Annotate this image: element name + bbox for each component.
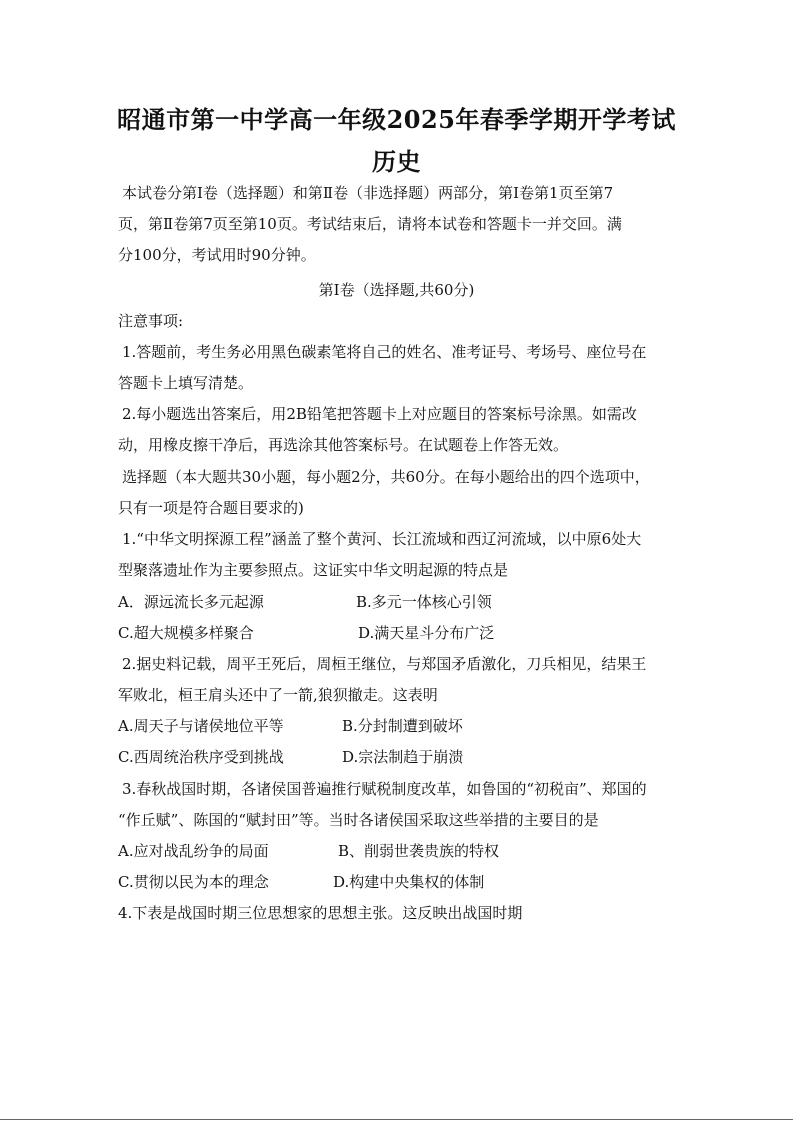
q3-option-a <box>118 841 688 861</box>
q3-option-c-text: C.贯彻以民为本的理念 <box>118 873 269 891</box>
intro-line-2: 页，第Ⅱ卷第7页至第10页。考试结束后，请将本试卷和答题卡一并交回。满 <box>118 215 622 233</box>
q1-option-c <box>118 623 688 643</box>
q3-option-a-text: A.应对战乱纷争的局面 <box>118 842 269 860</box>
q1-option-c-text: C.超大规模多样聚合 <box>118 624 254 642</box>
note-1-line-1: 1.答题前，考生务必用黑色碳素笔将自己的姓名、准考证号、考场号、座位号在 <box>122 343 647 361</box>
q1-option-d: D.满天星斗分布广泛 <box>358 624 495 642</box>
notes-heading: 注意事项: <box>118 312 184 330</box>
intro-line-3: 分100分，考试用时90分钟。 <box>118 246 316 264</box>
q1-stem-line-2: 型聚落遗址作为主要参照点。这证实中华文明起源的特点是 <box>118 561 509 579</box>
exam-title: 昭通市第一中学高一年级2025年春季学期开学考试 <box>117 105 676 134</box>
note-1-line-2: 答题卡上填写清楚。 <box>118 374 254 392</box>
intro-line-1: 本试卷分第Ⅰ卷（选择题）和第Ⅱ卷（非选择题）两部分，第Ⅰ卷第1页至第7 <box>122 184 614 202</box>
q2-option-b: B.分封制遭到破坏 <box>342 717 463 735</box>
q3-option-c <box>118 872 688 892</box>
note-2-line-1: 2.每小题选出答案后，用2B铅笔把答题卡上对应题目的答案标号涂黑。如需改 <box>122 405 637 423</box>
q3-stem-line-2: “作丘赋”、陈国的“赋封田”等。当时各诸侯国采取这些举措的主要目的是 <box>118 811 599 829</box>
q2-option-c-text: C.西周统治秩序受到挑战 <box>118 748 284 766</box>
choice-instructions-line-2: 只有一项是符合题目要求的) <box>118 499 304 517</box>
q3-option-d: D.构建中央集权的体制 <box>333 873 485 891</box>
q1-stem-line-1: 1.“中华文明探源工程”涵盖了整个黄河、长江流域和西辽河流域，以中原6处大 <box>122 530 642 548</box>
q1-option-b: B.多元一体核心引领 <box>356 593 492 611</box>
note-2-line-2: 动，用橡皮擦干净后，再选涂其他答案标号。在试题卷上作答无效。 <box>118 436 569 454</box>
section-heading: 第Ⅰ卷（选择题,共60分) <box>318 281 475 299</box>
q2-option-a <box>118 716 688 736</box>
q4-stem-line-1: 4.下表是战国时期三位思想家的思想主张。这反映出战国时期 <box>118 904 523 922</box>
choice-instructions-line-1: 选择题（本大题共30小题，每小题2分，共60分。在每小题给出的四个选项中， <box>122 468 650 486</box>
q3-option-b: B、削弱世袭贵族的特权 <box>338 842 500 860</box>
q2-option-c <box>118 747 688 767</box>
q2-stem-line-1: 2.据史料记载，周平王死后，周桓王继位，与郑国矛盾激化，刀兵相见，结果王 <box>122 655 647 673</box>
q2-option-a-text: A.周天子与诸侯地位平等 <box>118 717 284 735</box>
q2-option-d: D.宗法制趋于崩溃 <box>342 748 464 766</box>
subject-title: 历史 <box>372 147 421 176</box>
q2-stem-line-2: 军败北，桓王肩头还中了一箭,狼狈撤走。这表明 <box>118 686 438 704</box>
page-bottom-rule <box>0 1119 793 1120</box>
q1-option-a <box>118 592 688 612</box>
q1-option-a-text: A．源远流长多元起源 <box>118 593 264 611</box>
q3-stem-line-1: 3.春秋战国时期，各诸侯国普遍推行赋税制度改革，如鲁国的“初税亩”、郑国的 <box>122 780 647 798</box>
